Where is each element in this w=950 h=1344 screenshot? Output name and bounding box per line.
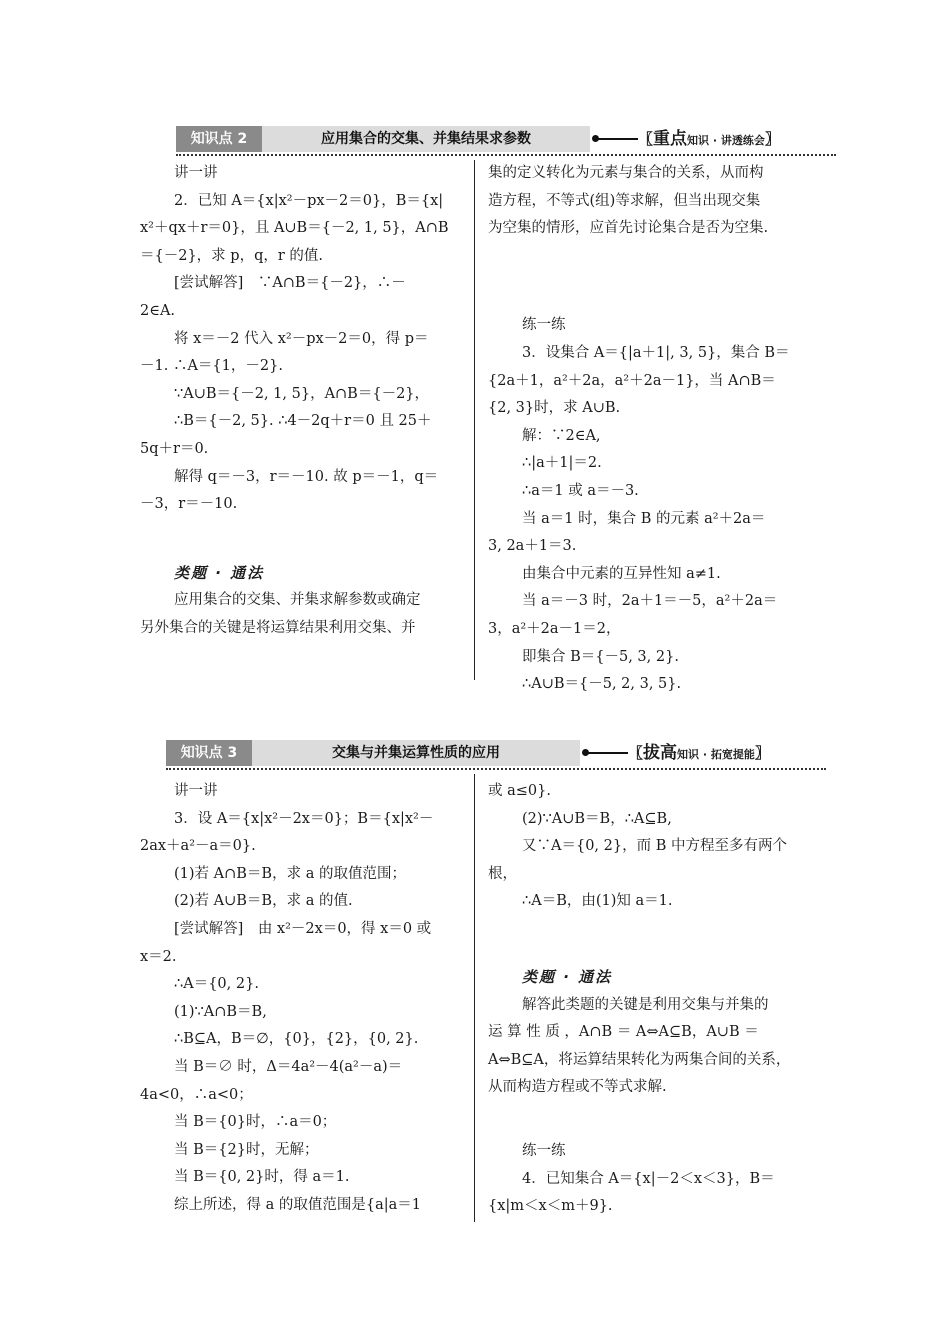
practice-line: ∴A∪B＝{－5, 2, 3, 5}.	[522, 676, 682, 693]
solution-line: －3，r＝－10.	[140, 496, 238, 513]
solution-line: 根，	[488, 865, 517, 882]
solution-line: ∵A∪B＝{－2, 1, 5}，A∩B＝{－2}，	[174, 385, 430, 402]
section-2-left-column	[140, 160, 466, 643]
problem-line: 2．已知 A＝{x|x²－px－2＝0}，B＝{x|	[174, 192, 444, 209]
method-line: 造方程，不等式(组)等求解，但当出现交集	[488, 192, 761, 209]
method-title: 类题 · 通法	[174, 563, 265, 582]
solution-line: 当 B＝{0, 2}时，得 a＝1.	[174, 1169, 350, 1186]
solution-line: ∴A＝{0, 2}.	[174, 976, 259, 993]
dotted-rule	[166, 768, 826, 770]
solution-line: (1)∵A∩B＝B,	[174, 1003, 267, 1020]
practice-line: 4．已知集合 A＝{x|－2＜x＜3}，B＝	[522, 1170, 775, 1187]
column-divider	[474, 774, 475, 1222]
solution-line: 5q＋r＝0.	[140, 440, 209, 457]
badge-sub: 知识 · 拓宽提能	[677, 748, 755, 761]
practice-line: 3，a²＋2a－1＝2，	[488, 620, 621, 637]
practice-line: ∴|a＋1|＝2.	[522, 455, 602, 472]
badge-main: 拔高	[643, 743, 678, 763]
method-line: 从而构造方程或不等式求解.	[488, 1079, 667, 1096]
solution-line: (2)∵A∪B＝B，∴A⊆B,	[522, 810, 672, 827]
section-3-tag: 知识点 3	[166, 740, 252, 766]
section-label: 讲一讲	[174, 783, 218, 799]
method-line: 为空集的情形，应首先讨论集合是否为空集.	[488, 220, 769, 237]
method-line: 另外集合的关键是将运算结果利用交集、并	[140, 619, 416, 636]
solution-line: ∴A＝B，由(1)知 a＝1.	[522, 893, 673, 910]
method-line: 运 算 性 质 ，A∩B ＝ A⇔A⊆B，A∪B ＝	[488, 1024, 759, 1041]
section-2-header	[176, 126, 836, 152]
practice-line: 解：∵2∈A,	[522, 427, 601, 444]
section-3-left-column	[140, 778, 466, 1220]
practice-line: ∴a＝1 或 a＝－3.	[522, 482, 639, 499]
method-line: 集的定义转化为元素与集合的关系，从而构	[488, 165, 764, 181]
solution-line: 解得 q＝－3，r＝－10. 故 p＝－1，q＝	[174, 468, 439, 485]
section-2-right-column	[488, 160, 818, 699]
practice-line: 即集合 B＝{－5, 3, 2}.	[522, 648, 679, 665]
problem-line: 2ax＋a²－a＝0}.	[140, 838, 256, 855]
method-line: A⇔B⊆A，将运算结果转化为两集合间的关系，	[488, 1051, 791, 1068]
section-3-title: 交集与并集运算性质的应用	[252, 740, 580, 766]
practice-line: {2a＋1，a²＋2a，a²＋2a－1}，当 A∩B＝	[488, 372, 776, 389]
practice-line: {x|m＜x＜m＋9}.	[488, 1198, 613, 1215]
solution-line: 又∵A＝{0, 2}，而 B 中方程至多有两个	[522, 838, 787, 855]
solution-line: 当 B＝{2}时，无解；	[174, 1141, 319, 1158]
badge-sub: 知识 · 讲透练会	[687, 134, 765, 147]
problem-line: (1)若 A∩B＝B，求 a 的取值范围；	[174, 865, 406, 882]
problem-line: ＝{－2}，求 p，q，r 的值.	[140, 247, 323, 264]
section-label: 练一练	[522, 1142, 566, 1159]
solution-line: 或 a≤0}.	[488, 783, 551, 799]
problem-line: (2)若 A∪B＝B，求 a 的值.	[174, 893, 353, 910]
section-3-header	[166, 740, 826, 766]
practice-line: 由集合中元素的互异性知 a≠1.	[522, 565, 721, 582]
column-divider	[474, 160, 475, 680]
header-rule	[588, 752, 628, 754]
solution-line: 将 x＝－2 代入 x²－px－2＝0，得 p＝	[174, 330, 429, 347]
solution-line: 当 B＝∅ 时，Δ＝4a²－4(a²－a)＝	[174, 1058, 403, 1075]
solution-line: 4a<0，∴a<0；	[140, 1086, 253, 1103]
solution-line: 当 B＝{0}时，∴a＝0；	[174, 1114, 337, 1131]
method-title: 类题 · 通法	[522, 967, 613, 986]
section-2-badge: 〖重点知识 · 讲透练会〗	[638, 129, 780, 149]
solution-line: 综上所述，得 a 的取值范围是{a|a＝1	[174, 1196, 421, 1213]
practice-line: 当 a＝－3 时，2a＋1＝－5，a²＋2a＝	[522, 593, 778, 610]
solution-line: [尝试解答] 由 x²－2x＝0，得 x＝0 或	[174, 920, 432, 937]
method-line: 应用集合的交集、并集求解参数或确定	[174, 592, 421, 609]
method-line: 解答此类题的关键是利用交集与并集的	[522, 996, 769, 1013]
solution-line: ∴B⊆A，B＝∅，{0}，{2}，{0, 2}.	[174, 1031, 419, 1048]
problem-line: 3．设 A＝{x|x²－2x＝0}；B＝{x|x²－	[174, 810, 434, 827]
section-label: 练一练	[522, 317, 566, 334]
section-3-right-column	[488, 778, 818, 1221]
badge-main: 重点	[653, 129, 688, 149]
section-2-tag: 知识点 2	[176, 126, 262, 152]
practice-line: 3．设集合 A＝{|a＋1|, 3, 5}，集合 B＝	[522, 344, 790, 361]
problem-line: x²＋qx＋r＝0}，且 A∪B＝{－2, 1, 5}，A∩B	[140, 220, 449, 237]
solution-line: 2∈A.	[140, 302, 176, 319]
section-3-badge: 〖拔高知识 · 拓宽提能〗	[628, 743, 770, 763]
solution-line: [尝试解答] ∵A∩B＝{－2}，∴－	[174, 275, 406, 292]
solution-line: x＝2.	[140, 948, 177, 965]
dotted-rule	[176, 154, 836, 156]
solution-line: －1. ∴A＝{1，－2}.	[140, 358, 283, 375]
practice-line: 3, 2a＋1＝3.	[488, 538, 577, 555]
solution-line: ∴B＝{－2, 5}. ∴4－2q＋r＝0 且 25＋	[174, 413, 432, 430]
section-label: 讲一讲	[174, 165, 218, 181]
practice-line: {2, 3}时，求 A∪B.	[488, 400, 621, 417]
practice-line: 当 a＝1 时，集合 B 的元素 a²＋2a＝	[522, 510, 766, 527]
section-2-title: 应用集合的交集、并集结果求参数	[262, 126, 590, 152]
header-rule	[598, 138, 638, 140]
